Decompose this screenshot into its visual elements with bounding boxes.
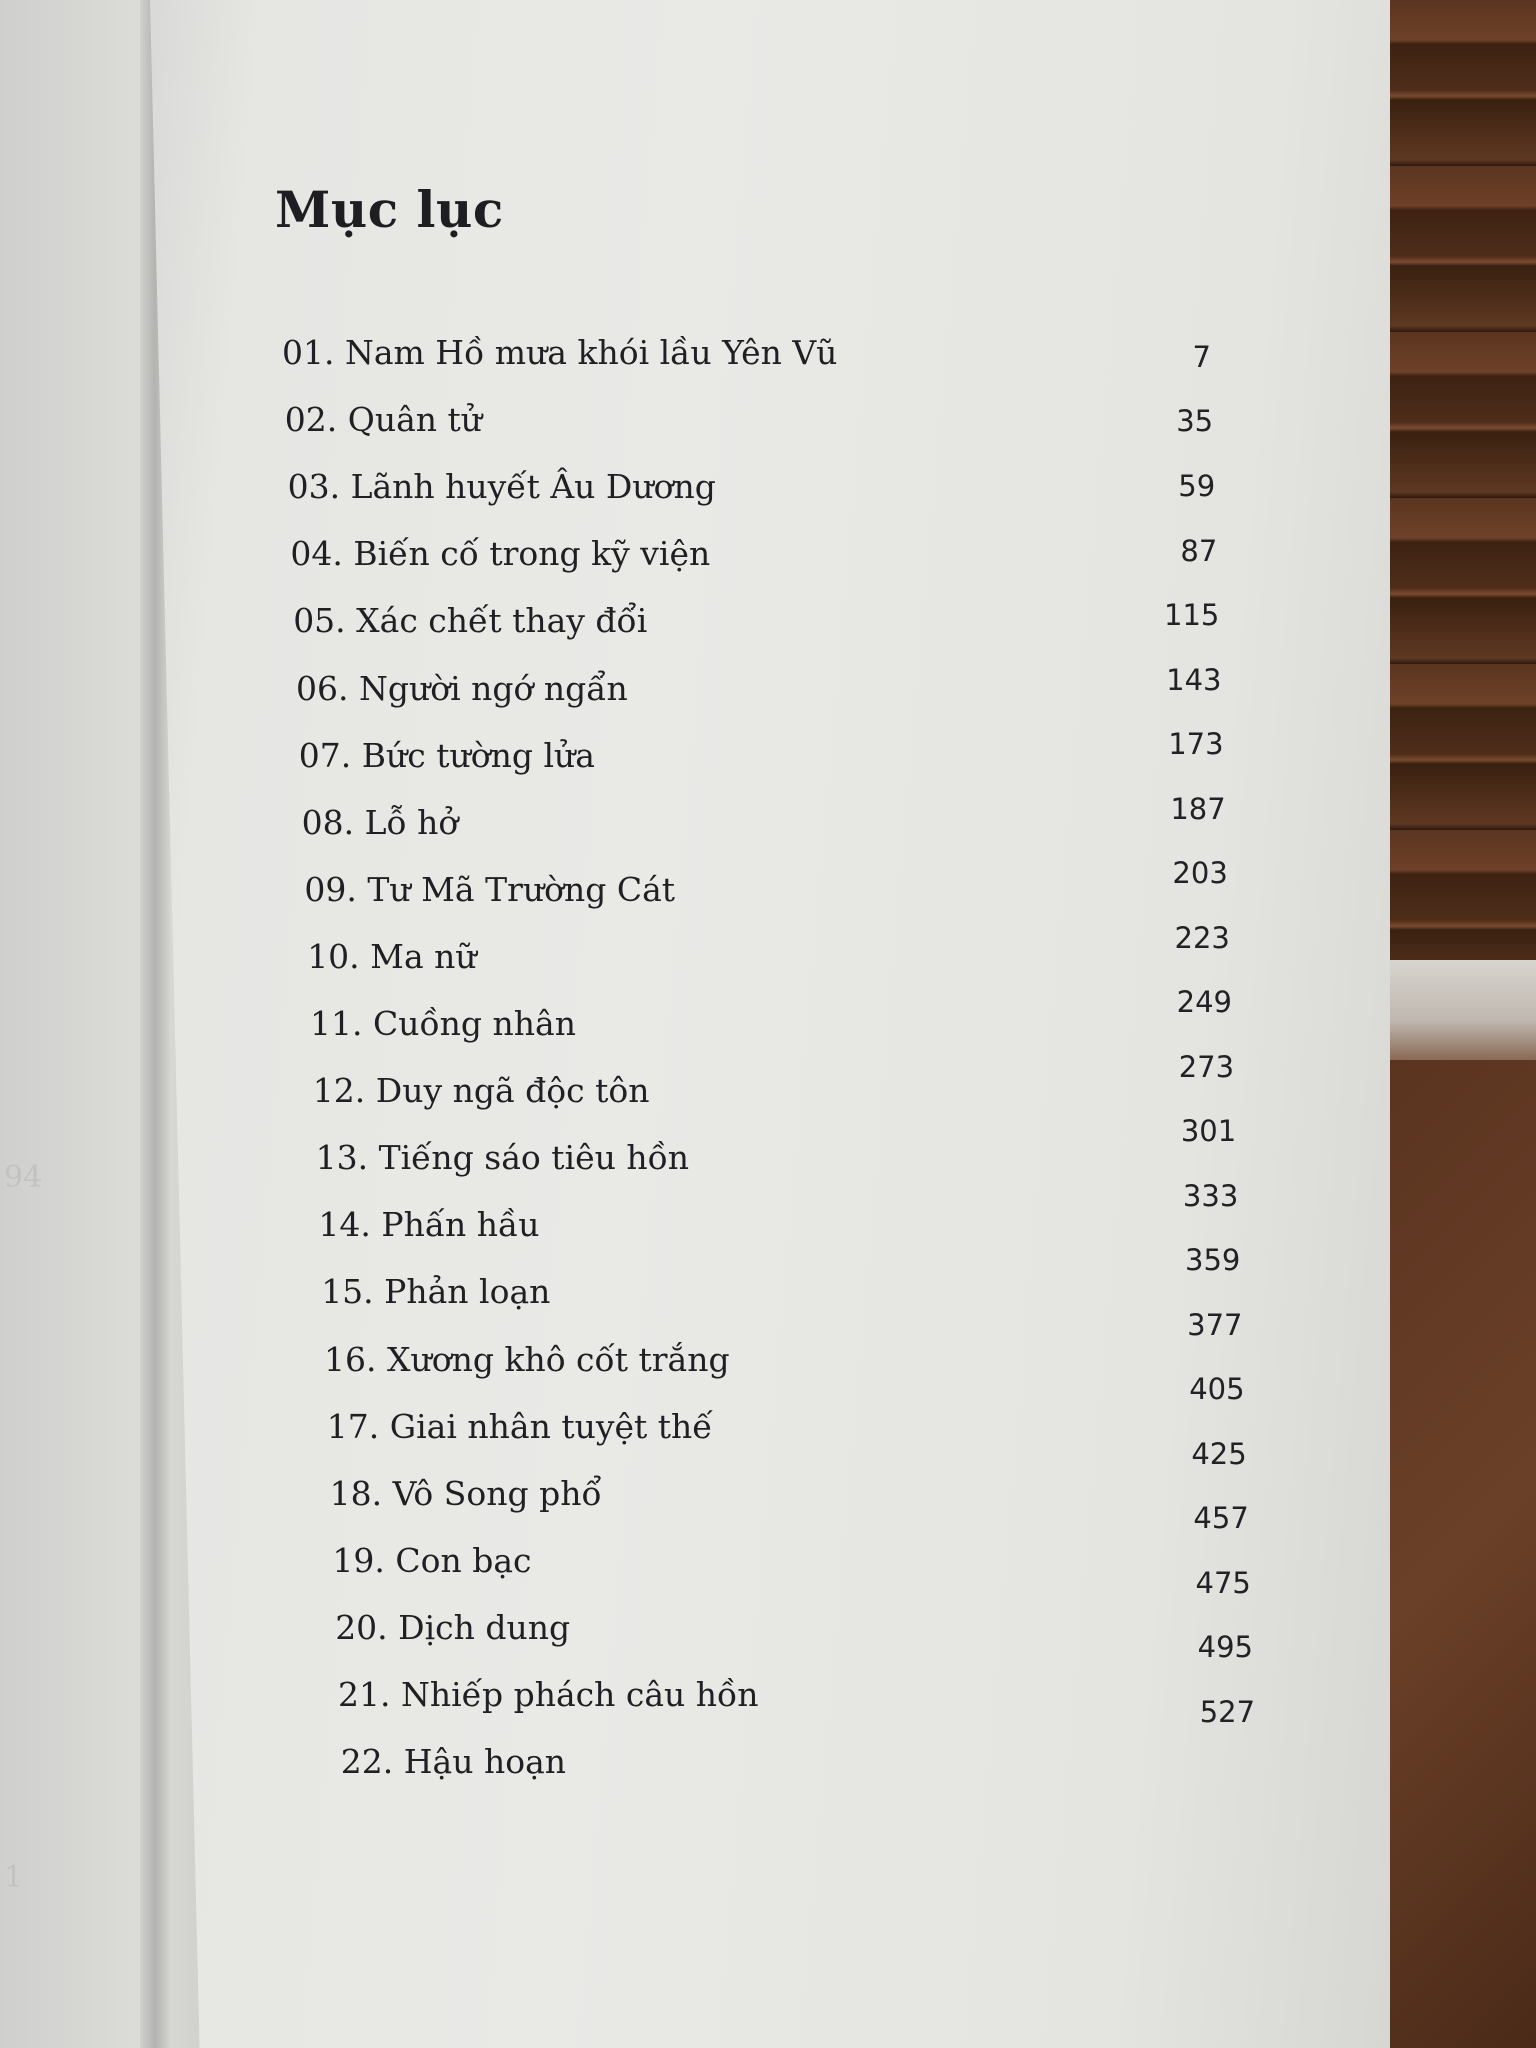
toc-entry — [315, 1114, 1237, 1188]
toc-entry-title: 20. Dịch dung — [335, 1607, 571, 1647]
toc-entry — [282, 333, 1211, 383]
toc-entry-page-number: 173 — [1168, 727, 1224, 761]
toc-entry-page-number: 59 — [1178, 468, 1216, 503]
toc-entry — [318, 1178, 1239, 1255]
left-page-ghost-number: 1 — [4, 1860, 24, 1895]
toc-entry — [284, 400, 1214, 450]
toc-entry — [321, 1243, 1241, 1322]
toc-entry-page-number: 333 — [1182, 1178, 1239, 1213]
page-title: Mục lục — [275, 180, 504, 239]
toc-entry-title: 12. Duy ngã độc tôn — [312, 1071, 650, 1111]
toc-entry-title: 21. Nhiếp phách câu hồn — [338, 1675, 759, 1714]
toc-entry-page-number: 527 — [1199, 1694, 1256, 1729]
toc-entry-title: 18. Vô Song phổ — [329, 1473, 602, 1513]
toc-entry-title: 09. Tư Mã Trường Cát — [304, 869, 676, 909]
toc-entry-page-number: 249 — [1176, 985, 1232, 1019]
toc-entry — [307, 920, 1230, 987]
toc-entry-page-number: 115 — [1164, 598, 1220, 632]
toc-entry — [296, 662, 1222, 719]
toc-entry-page-number: 143 — [1166, 662, 1222, 697]
toc-entry-page-number: 87 — [1180, 533, 1218, 568]
toc-entry-page-number: 35 — [1176, 404, 1214, 439]
toc-entry-title: 02. Quân tử — [284, 400, 483, 440]
toc-entry — [290, 533, 1218, 584]
toc-entry-title: 06. Người ngớ ngẩn — [296, 668, 628, 708]
toc-entry-title: 11. Cuồng nhân — [310, 1004, 576, 1043]
toc-entry-title: 16. Xương khô cốt trắng — [324, 1339, 730, 1379]
toc-entry — [312, 1049, 1235, 1121]
toc-entry-page-number: 495 — [1197, 1630, 1253, 1664]
toc-entry-page-number: 377 — [1187, 1307, 1243, 1342]
toc-entry-page-number: 223 — [1174, 920, 1230, 955]
toc-entry-title: 22. Hậu hoạn — [340, 1742, 567, 1782]
toc-entry-page-number: 405 — [1189, 1372, 1245, 1406]
toc-entry-title: 19. Con bạc — [332, 1540, 532, 1580]
toc-entry — [298, 727, 1224, 786]
toc-entry — [310, 985, 1232, 1054]
toc-entry — [287, 467, 1216, 517]
toc-entry-page-number: 475 — [1195, 1565, 1251, 1600]
toc-entry-title: 13. Tiếng sáo tiêu hồn — [315, 1138, 690, 1178]
toc-entry-page-number: 203 — [1172, 856, 1228, 890]
toc-entry-page-number: 425 — [1191, 1436, 1247, 1471]
toc-entry-title: 01. Nam Hồ mưa khói lầu Yên Vũ — [282, 333, 838, 372]
toc-entry — [301, 791, 1226, 853]
left-page-ghost-number: 94 — [4, 1160, 43, 1195]
toc-entry-title: 05. Xác chết thay đổi — [293, 601, 648, 641]
toc-entry-page-number: 187 — [1170, 791, 1226, 826]
toc-entry-title: 17. Giai nhân tuyệt thế — [326, 1406, 713, 1446]
toc-entry-title: 14. Phấn hầu — [318, 1205, 540, 1245]
toc-entry-title: 08. Lỗ hở — [301, 802, 459, 842]
toc-entry-title: 03. Lãnh huyết Âu Dương — [287, 467, 716, 507]
toc-entry-page-number: 359 — [1185, 1243, 1241, 1277]
toc-entry-page-number: 301 — [1180, 1114, 1237, 1148]
toc-entry-page-number: 457 — [1193, 1501, 1249, 1535]
toc-entry-page-number: 7 — [1192, 340, 1211, 374]
toc-entry-title: 15. Phản loạn — [321, 1272, 551, 1312]
toc-entry-title: 04. Biến cố trong kỹ viện — [290, 534, 711, 574]
toc-entry-title: 07. Bức tường lửa — [298, 735, 595, 775]
toc-entry — [304, 856, 1228, 920]
toc-entry-page-number: 273 — [1178, 1049, 1235, 1084]
toc-entry — [293, 598, 1220, 651]
toc-entry-title: 10. Ma nữ — [307, 936, 477, 976]
